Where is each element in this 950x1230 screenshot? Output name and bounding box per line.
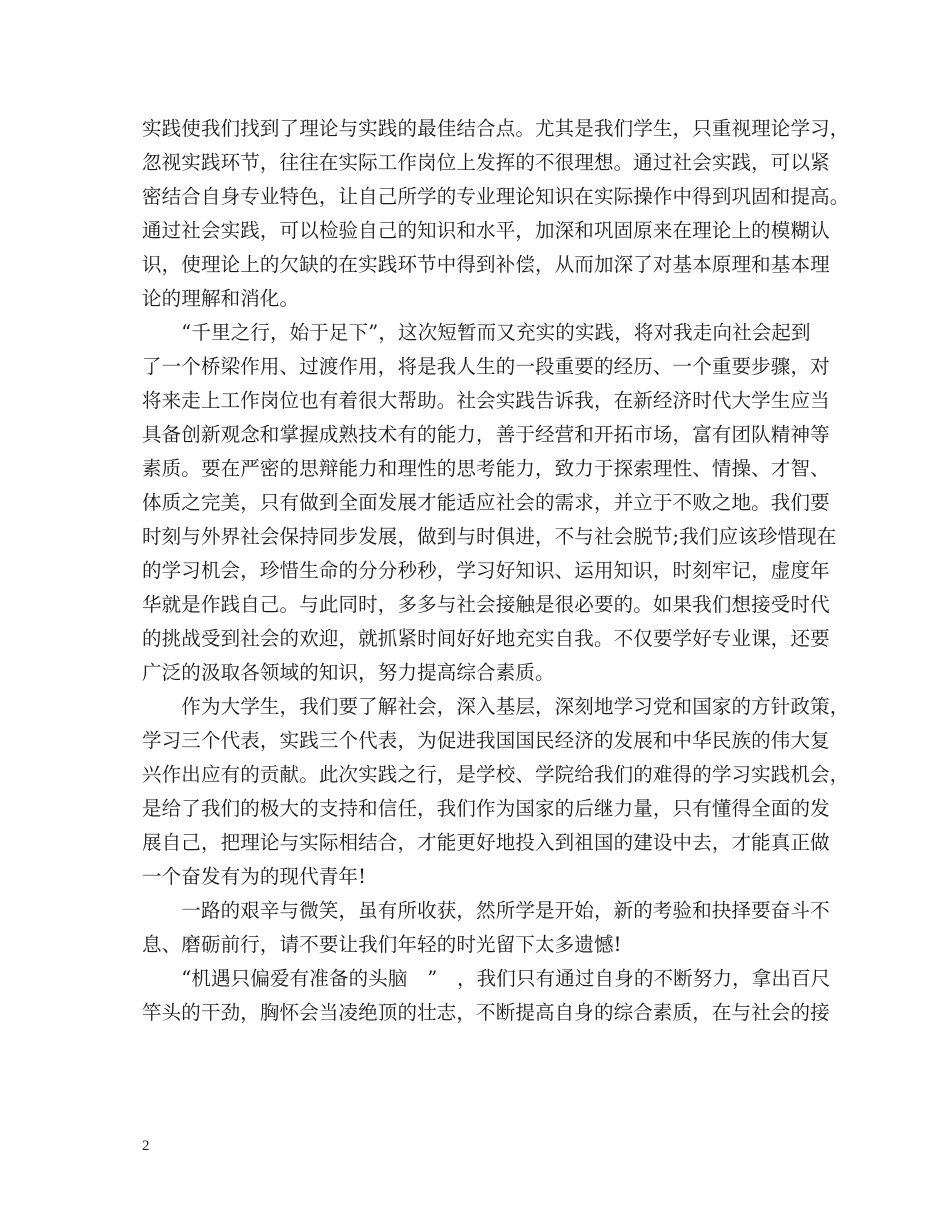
text-line: 的学习机会，珍惜生命的分分秒秒，学习好知识、运用知识，时刻牢记，虚度年 <box>142 559 830 582</box>
text-line: 通过社会实践，可以检验自己的知识和水平，加深和巩固原来在理论上的模糊认 <box>142 219 830 242</box>
text-line: 将来走上工作岗位也有着很大帮助。社会实践告诉我，在新经济时代大学生应当 <box>142 389 830 412</box>
text-line: 作为大学生，我们要了解社会，深入基层，深刻地学习党和国家的方针政策， <box>142 695 850 718</box>
text-line: 体质之完美，只有做到全面发展才能适应社会的需求，并立于不败之地。我们要 <box>142 491 830 514</box>
text-line: 素质。要在严密的思辩能力和理性的思考能力，致力于探索理性、情操、才智、 <box>142 457 830 480</box>
text-line: 广泛的汲取各领域的知识，努力提高综合素质。 <box>142 661 555 684</box>
text-line: “千里之行，始于足下”，这次短暂而又充实的实践，将对我走向社会起到 <box>142 321 811 344</box>
text-line: 兴作出应有的贡献。此次实践之行，是学校、学院给我们的难得的学习实践机会， <box>142 763 850 786</box>
text-line: 的挑战受到社会的欢迎，就抓紧时间好好地充实自我。不仅要学好专业课，还要 <box>142 627 830 650</box>
text-line: 实践使我们找到了理论与实践的最佳结合点。尤其是我们学生，只重视理论学习， <box>142 117 850 140</box>
text-line: 时刻与外界社会保持同步发展，做到与时俱进，不与社会脱节;我们应该珍惜现在 <box>142 525 837 548</box>
text-line: 识，使理论上的欠缺的在实践环节中得到补偿，从而加深了对基本原理和基本理 <box>142 253 830 276</box>
text-line: 一路的艰辛与微笑，虽有所收获，然所学是开始，新的考验和抉择要奋斗不 <box>142 899 830 922</box>
text-line: 一个奋发有为的现代青年! <box>142 865 367 888</box>
text-line: 忽视实践环节，往往在实际工作岗位上发挥的不很理想。通过社会实践，可以紧 <box>142 151 830 174</box>
text-line: 了一个桥梁作用、过渡作用，将是我人生的一段重要的经历、一个重要步骤，对 <box>142 355 830 378</box>
page-number: 2 <box>142 1138 150 1154</box>
text-line: 展自己，把理论与实际相结合，才能更好地投入到祖国的建设中去，才能真正做 <box>142 831 830 854</box>
text-line: 竿头的干劲，胸怀会当凌绝顶的壮志，不断提高自身的综合素质，在与社会的接 <box>142 1001 830 1024</box>
text-line: 论的理解和消化。 <box>142 287 300 310</box>
text-line: “机遇只偏爱有准备的头脑 ” ，我们只有通过自身的不断努力，拿出百尺 <box>142 967 831 990</box>
text-line: 学习三个代表，实践三个代表，为促进我国国民经济的发展和中华民族的伟大复 <box>142 729 830 752</box>
text-line: 密结合自身专业特色，让自己所学的专业理论知识在实际操作中得到巩固和提高。 <box>142 185 850 208</box>
text-line: 是给了我们的极大的支持和信任，我们作为国家的后继力量，只有懂得全面的发 <box>142 797 830 820</box>
text-line: 华就是作践自己。与此同时，多多与社会接触是很必要的。如果我们想接受时代 <box>142 593 830 616</box>
text-line: 具备创新观念和掌握成熟技术有的能力，善于经营和开拓市场，富有团队精神等 <box>142 423 830 446</box>
text-line: 息、磨砺前行，请不要让我们年轻的时光留下太多遗憾! <box>142 933 622 956</box>
